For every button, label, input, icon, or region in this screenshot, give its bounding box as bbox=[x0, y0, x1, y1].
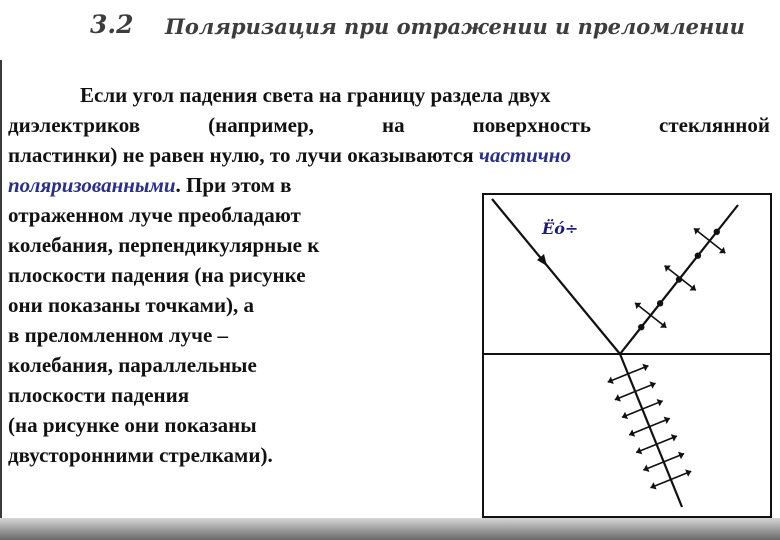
polarization-figure bbox=[482, 193, 772, 518]
refracted-double-arrow bbox=[622, 401, 663, 418]
paragraph-line: плоскости падения (на рисунке bbox=[8, 263, 306, 287]
refracted-ray bbox=[620, 354, 682, 507]
polarization-marks bbox=[608, 228, 726, 489]
refracted-double-arrow bbox=[615, 383, 656, 400]
refracted-double-arrow bbox=[636, 436, 677, 453]
reflected-dot bbox=[695, 252, 701, 258]
reflected-double-arrow bbox=[694, 228, 725, 253]
emphasis-term: частично bbox=[478, 143, 571, 167]
paragraph-line: в преломленном луче – bbox=[8, 323, 229, 347]
paragraph-line: колебания, параллельные bbox=[8, 353, 257, 377]
section-number: 3.2 bbox=[90, 10, 134, 39]
paragraph-line: двусторонними стрелками). bbox=[8, 443, 273, 467]
figure-label: Ëó÷ bbox=[542, 219, 579, 238]
paragraph-line: (на рисунке они показаны bbox=[8, 413, 257, 437]
reflected-dot bbox=[714, 229, 720, 235]
paragraph-line: они показаны точками), а bbox=[8, 293, 255, 317]
paragraph-text: . При этом в bbox=[175, 173, 292, 197]
slide-heading bbox=[0, 10, 780, 50]
paragraph-line: колебания, перпендикулярные к bbox=[8, 233, 320, 257]
reflected-double-arrow bbox=[665, 266, 696, 291]
refracted-double-arrow bbox=[608, 366, 649, 383]
paragraph-line: плоскости падения bbox=[8, 383, 190, 407]
slide-bottom-bar bbox=[0, 518, 780, 540]
polarization-diagram bbox=[484, 195, 770, 516]
emphasis-term: поляризованными bbox=[8, 173, 176, 197]
paragraph-line: диэлектриков (например, на поверхность стеклянной bbox=[8, 113, 770, 137]
reflected-double-arrow bbox=[635, 303, 666, 328]
paragraph-line: Если угол падения света на границу раздела двух bbox=[80, 83, 551, 107]
paragraph-line: отраженном луче преобладают bbox=[8, 203, 301, 227]
reflected-dot bbox=[638, 324, 644, 330]
refracted-double-arrow bbox=[643, 454, 684, 471]
refracted-double-arrow bbox=[650, 471, 691, 488]
paragraph-line bbox=[8, 140, 770, 170]
paragraph-text: пластинки) не равен нулю, то лучи оказываются bbox=[8, 143, 474, 167]
section-title: Поляризация при отражении и преломлении bbox=[165, 14, 745, 39]
refracted-double-arrow bbox=[629, 418, 670, 435]
slide-left-border bbox=[0, 60, 2, 530]
reflected-dot bbox=[657, 300, 663, 306]
